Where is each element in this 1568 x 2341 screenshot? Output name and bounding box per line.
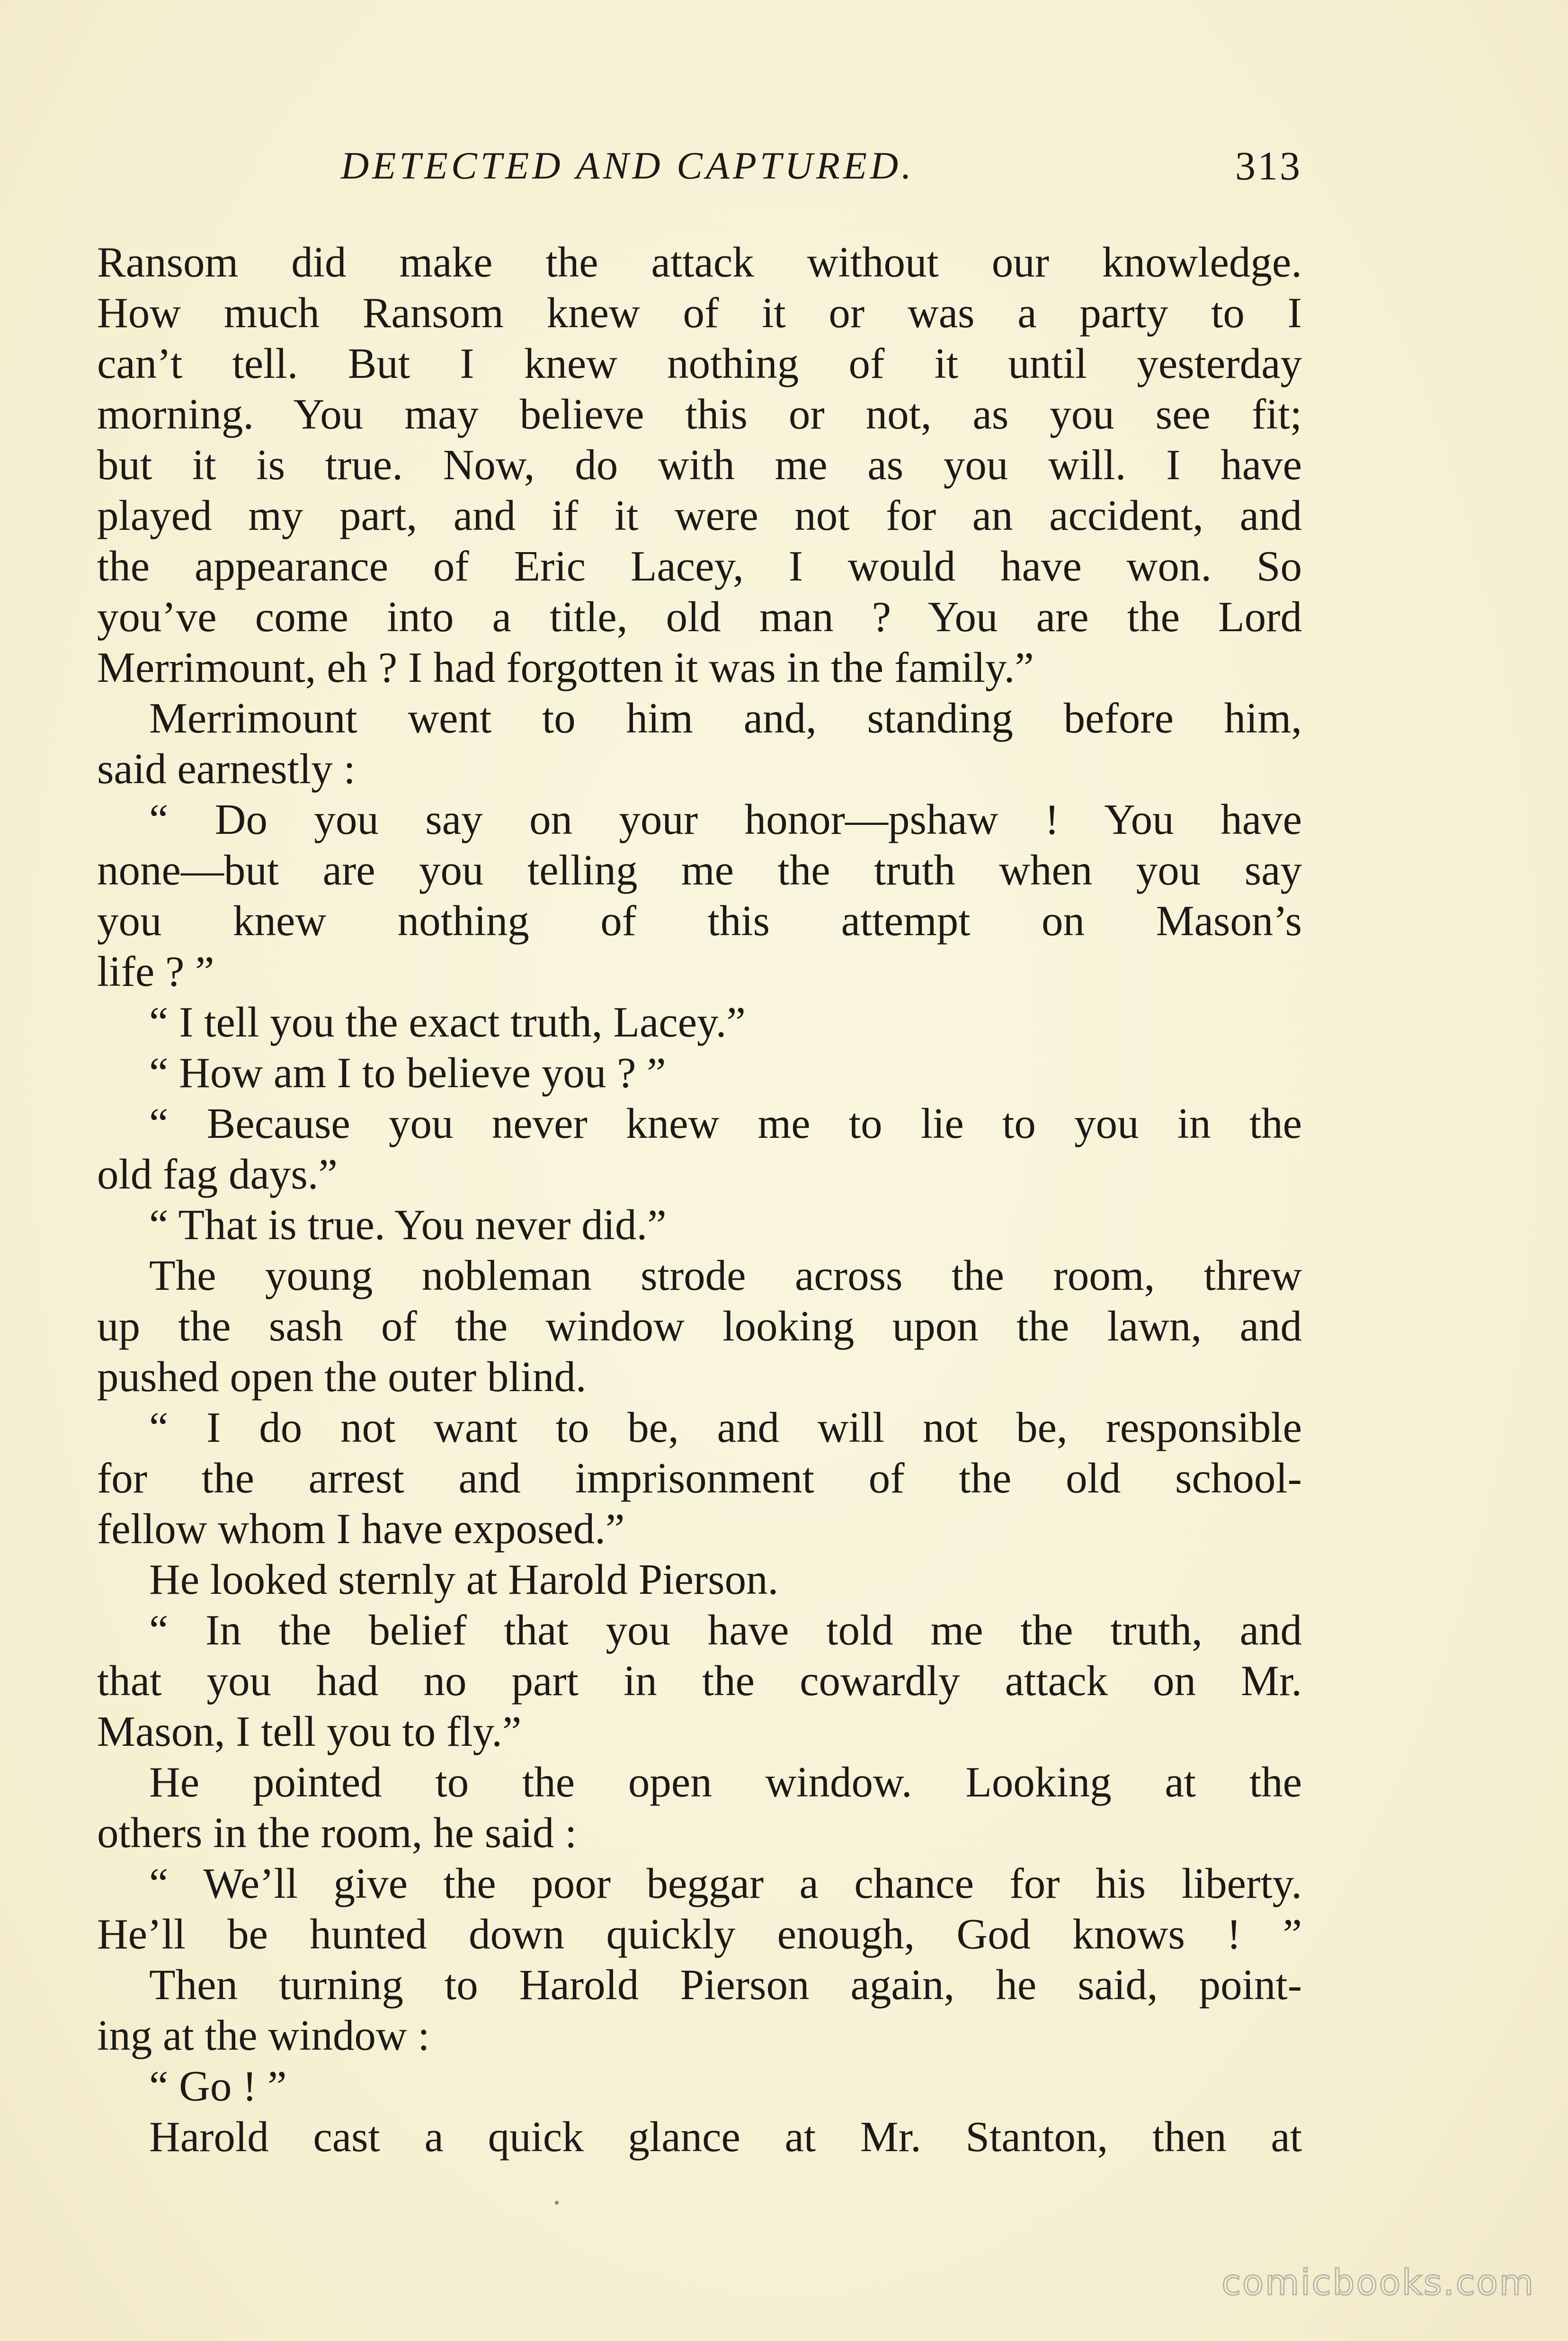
text-line: Mason, I tell you to fly.” (97, 1707, 522, 1755)
text-line: Then turning to Harold Pierson again, he said, point- (149, 1961, 1302, 2009)
text-line: up the sash of the window looking upon the lawn, and (97, 1302, 1302, 1350)
text-line: but it is true. Now, do with me as you will. I have (97, 441, 1302, 489)
text-line: He’ll be hunted down quickly enough, God knows ! ” (97, 1910, 1302, 1958)
text-line: that you had no part in the cowardly attack on Mr. (97, 1657, 1302, 1705)
running-head: DETECTED AND CAPTURED. (341, 144, 915, 187)
text-line: fellow whom I have exposed.” (97, 1505, 625, 1553)
text-line: for the arrest and imprisonment of the old school- (97, 1454, 1302, 1502)
text-line: can’t tell. But I knew nothing of it until yesterday (97, 340, 1302, 387)
text-line: others in the room, he said : (97, 1809, 577, 1857)
text-line: life ? ” (97, 947, 214, 995)
text-line: “ I tell you the exact truth, Lacey.” (149, 998, 746, 1046)
text-line: “ Because you never knew me to lie to you in the (149, 1099, 1302, 1147)
text-line: “ How am I to believe you ? ” (149, 1049, 666, 1097)
text-line: ing at the window : (97, 2011, 430, 2059)
text-line: Harold cast a quick glance at Mr. Stanton, then at (149, 2113, 1302, 2161)
text-line: “ Go ! ” (149, 2062, 287, 2110)
page-number: 313 (1235, 143, 1302, 188)
paper-speck (555, 2201, 559, 2205)
text-line: none—but are you telling me the truth when you say (97, 846, 1302, 894)
text-line: “ I do not want to be, and will not be, responsible (149, 1403, 1302, 1451)
text-line: pushed open the outer blind. (97, 1353, 587, 1401)
text-line: old fag days.” (97, 1150, 338, 1198)
text-line: How much Ransom knew of it or was a party to I (97, 289, 1302, 337)
watermark: comicbooks.com (1221, 2262, 1535, 2303)
text-line: “ Do you say on your honor—pshaw ! You have (149, 795, 1302, 843)
text-line: you’ve come into a title, old man ? You are the Lord (97, 593, 1302, 641)
text-line: you knew nothing of this attempt on Mason’s (97, 897, 1302, 945)
text-line: played my part, and if it were not for an accident, and (97, 491, 1302, 539)
text-line: “ That is true. You never did.” (149, 1201, 667, 1249)
text-line: Merrimount went to him and, standing before him, (149, 694, 1302, 742)
text-line: Ransom did make the attack without our knowledge. (97, 238, 1302, 286)
text-line: He pointed to the open window. Looking at the (149, 1758, 1302, 1806)
text-line: The young nobleman strode across the room, threw (149, 1251, 1302, 1299)
page-header (99, 142, 1302, 199)
text-line: “ We’ll give the poor beggar a chance for his liberty. (149, 1859, 1302, 1907)
text-line: said earnestly : (97, 745, 356, 793)
text-line: He looked sternly at Harold Pierson. (149, 1555, 779, 1603)
text-line: the appearance of Eric Lacey, I would have won. So (97, 542, 1302, 590)
body-text (97, 237, 1302, 2162)
text-line: morning. You may believe this or not, as you see fit; (97, 390, 1302, 438)
text-line: Merrimount, eh ? I had forgotten it was in the family.” (97, 643, 1034, 691)
text-line: “ In the belief that you have told me the truth, and (149, 1606, 1302, 1654)
